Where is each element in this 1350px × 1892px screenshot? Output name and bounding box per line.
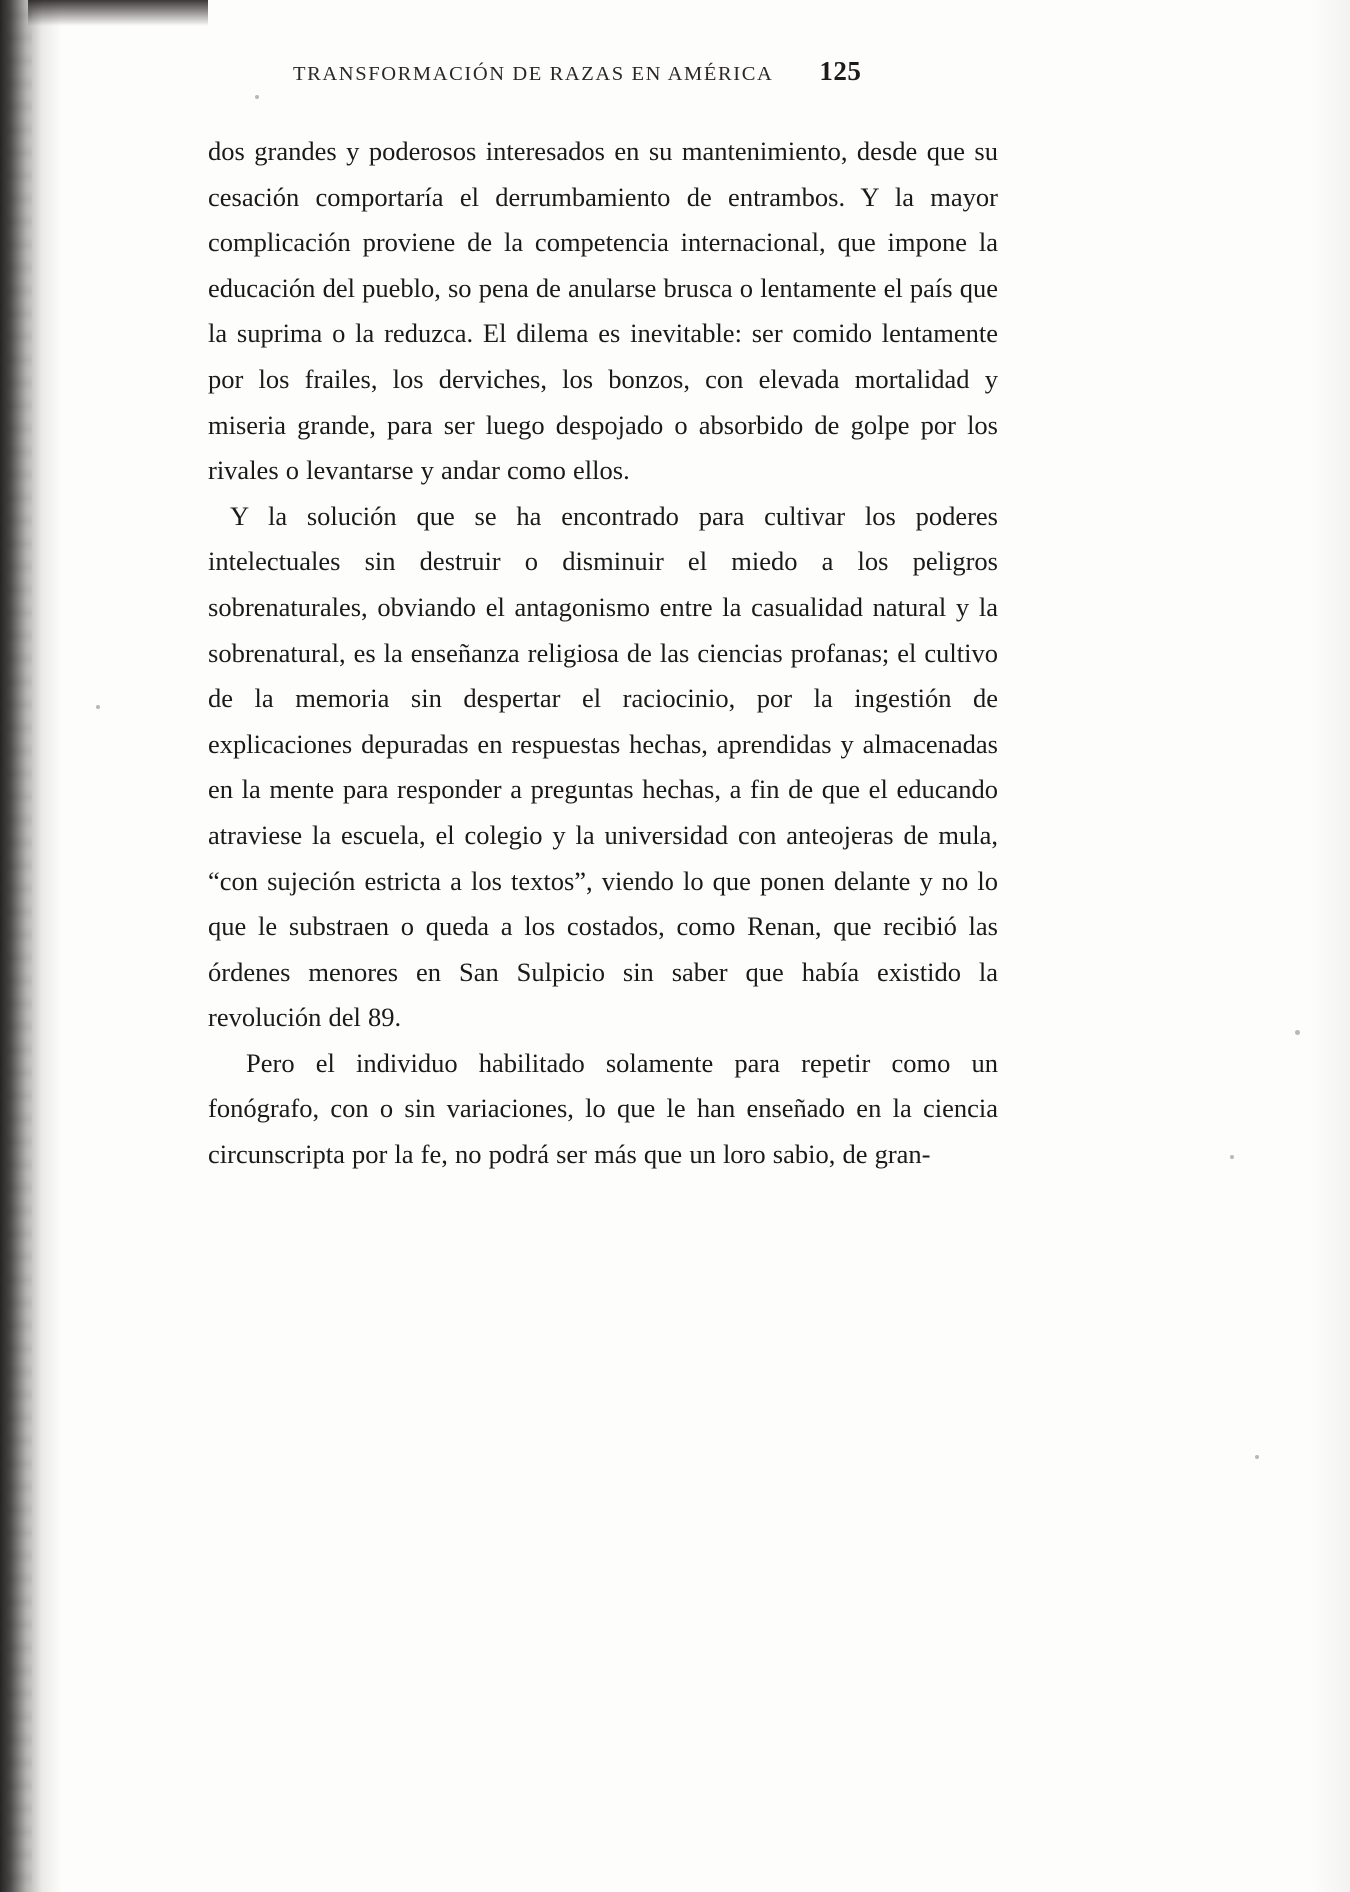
- page-top-edge-shadow: [28, 0, 208, 26]
- scan-speck: [1295, 1030, 1300, 1035]
- page-number: 125: [819, 56, 862, 86]
- paragraph: Pero el individuo habilitado solamente para repetir como un fonógrafo, con o sin variaciones, lo que le han enseñado en la ciencia circunscripta por la fe, no podrá ser más que un loro sabio, de gran-: [208, 1047, 998, 1170]
- scan-speck: [96, 705, 100, 709]
- scan-speck: [1230, 1155, 1234, 1159]
- scan-speck: [1255, 1455, 1259, 1459]
- page-content: [208, 56, 998, 1178]
- running-head: [208, 56, 998, 87]
- paragraph: dos grandes y poderosos interesados en su mantenimiento, desde que su cesación comportaría el derrumbamiento de entrambos. Y la mayor complicación proviene de la competencia internacional, que impone la educación del pueblo, so pena de anularse brusca o lentamente el país que la suprima o la reduzca. El dilema es inevitable: ser comido lentamente por los frailes, los derviches, los bonzos, con elevada mortalidad y miseria grande, para ser luego despojado o absorbido de golpe por los rivales o levantarse y andar como ellos.: [208, 136, 998, 486]
- running-head-title: TRANSFORMACIÓN DE RAZAS EN AMÉRICA: [293, 63, 774, 85]
- paragraph: Y la solución que se ha encontrado para cultivar los poderes intelectuales sin destruir o disminuir el miedo a los peligros sobrenaturales, obviando el antagonismo entre la casualidad natural y la sobrenatural, es la enseñanza religiosa de las ciencias profanas; el cultivo de la memoria sin despertar el raciocinio, por la ingestión de explicaciones depuradas en respuestas hechas, aprendidas y almacenadas en la mente para responder a preguntas hechas, a fin de que el educando atraviese la escuela, el colegio y la universidad con anteojeras de mula, “con sujeción estricta a los textos”, viendo lo que ponen delante y no lo que le substraen o queda a los costados, como Renan, que recibió las órdenes menores en San Sulpicio sin saber que había existido la revolución del 89.: [208, 500, 998, 1033]
- page-binding-shadow: [0, 0, 62, 1892]
- page-right-edge-shadow: [1310, 0, 1350, 1892]
